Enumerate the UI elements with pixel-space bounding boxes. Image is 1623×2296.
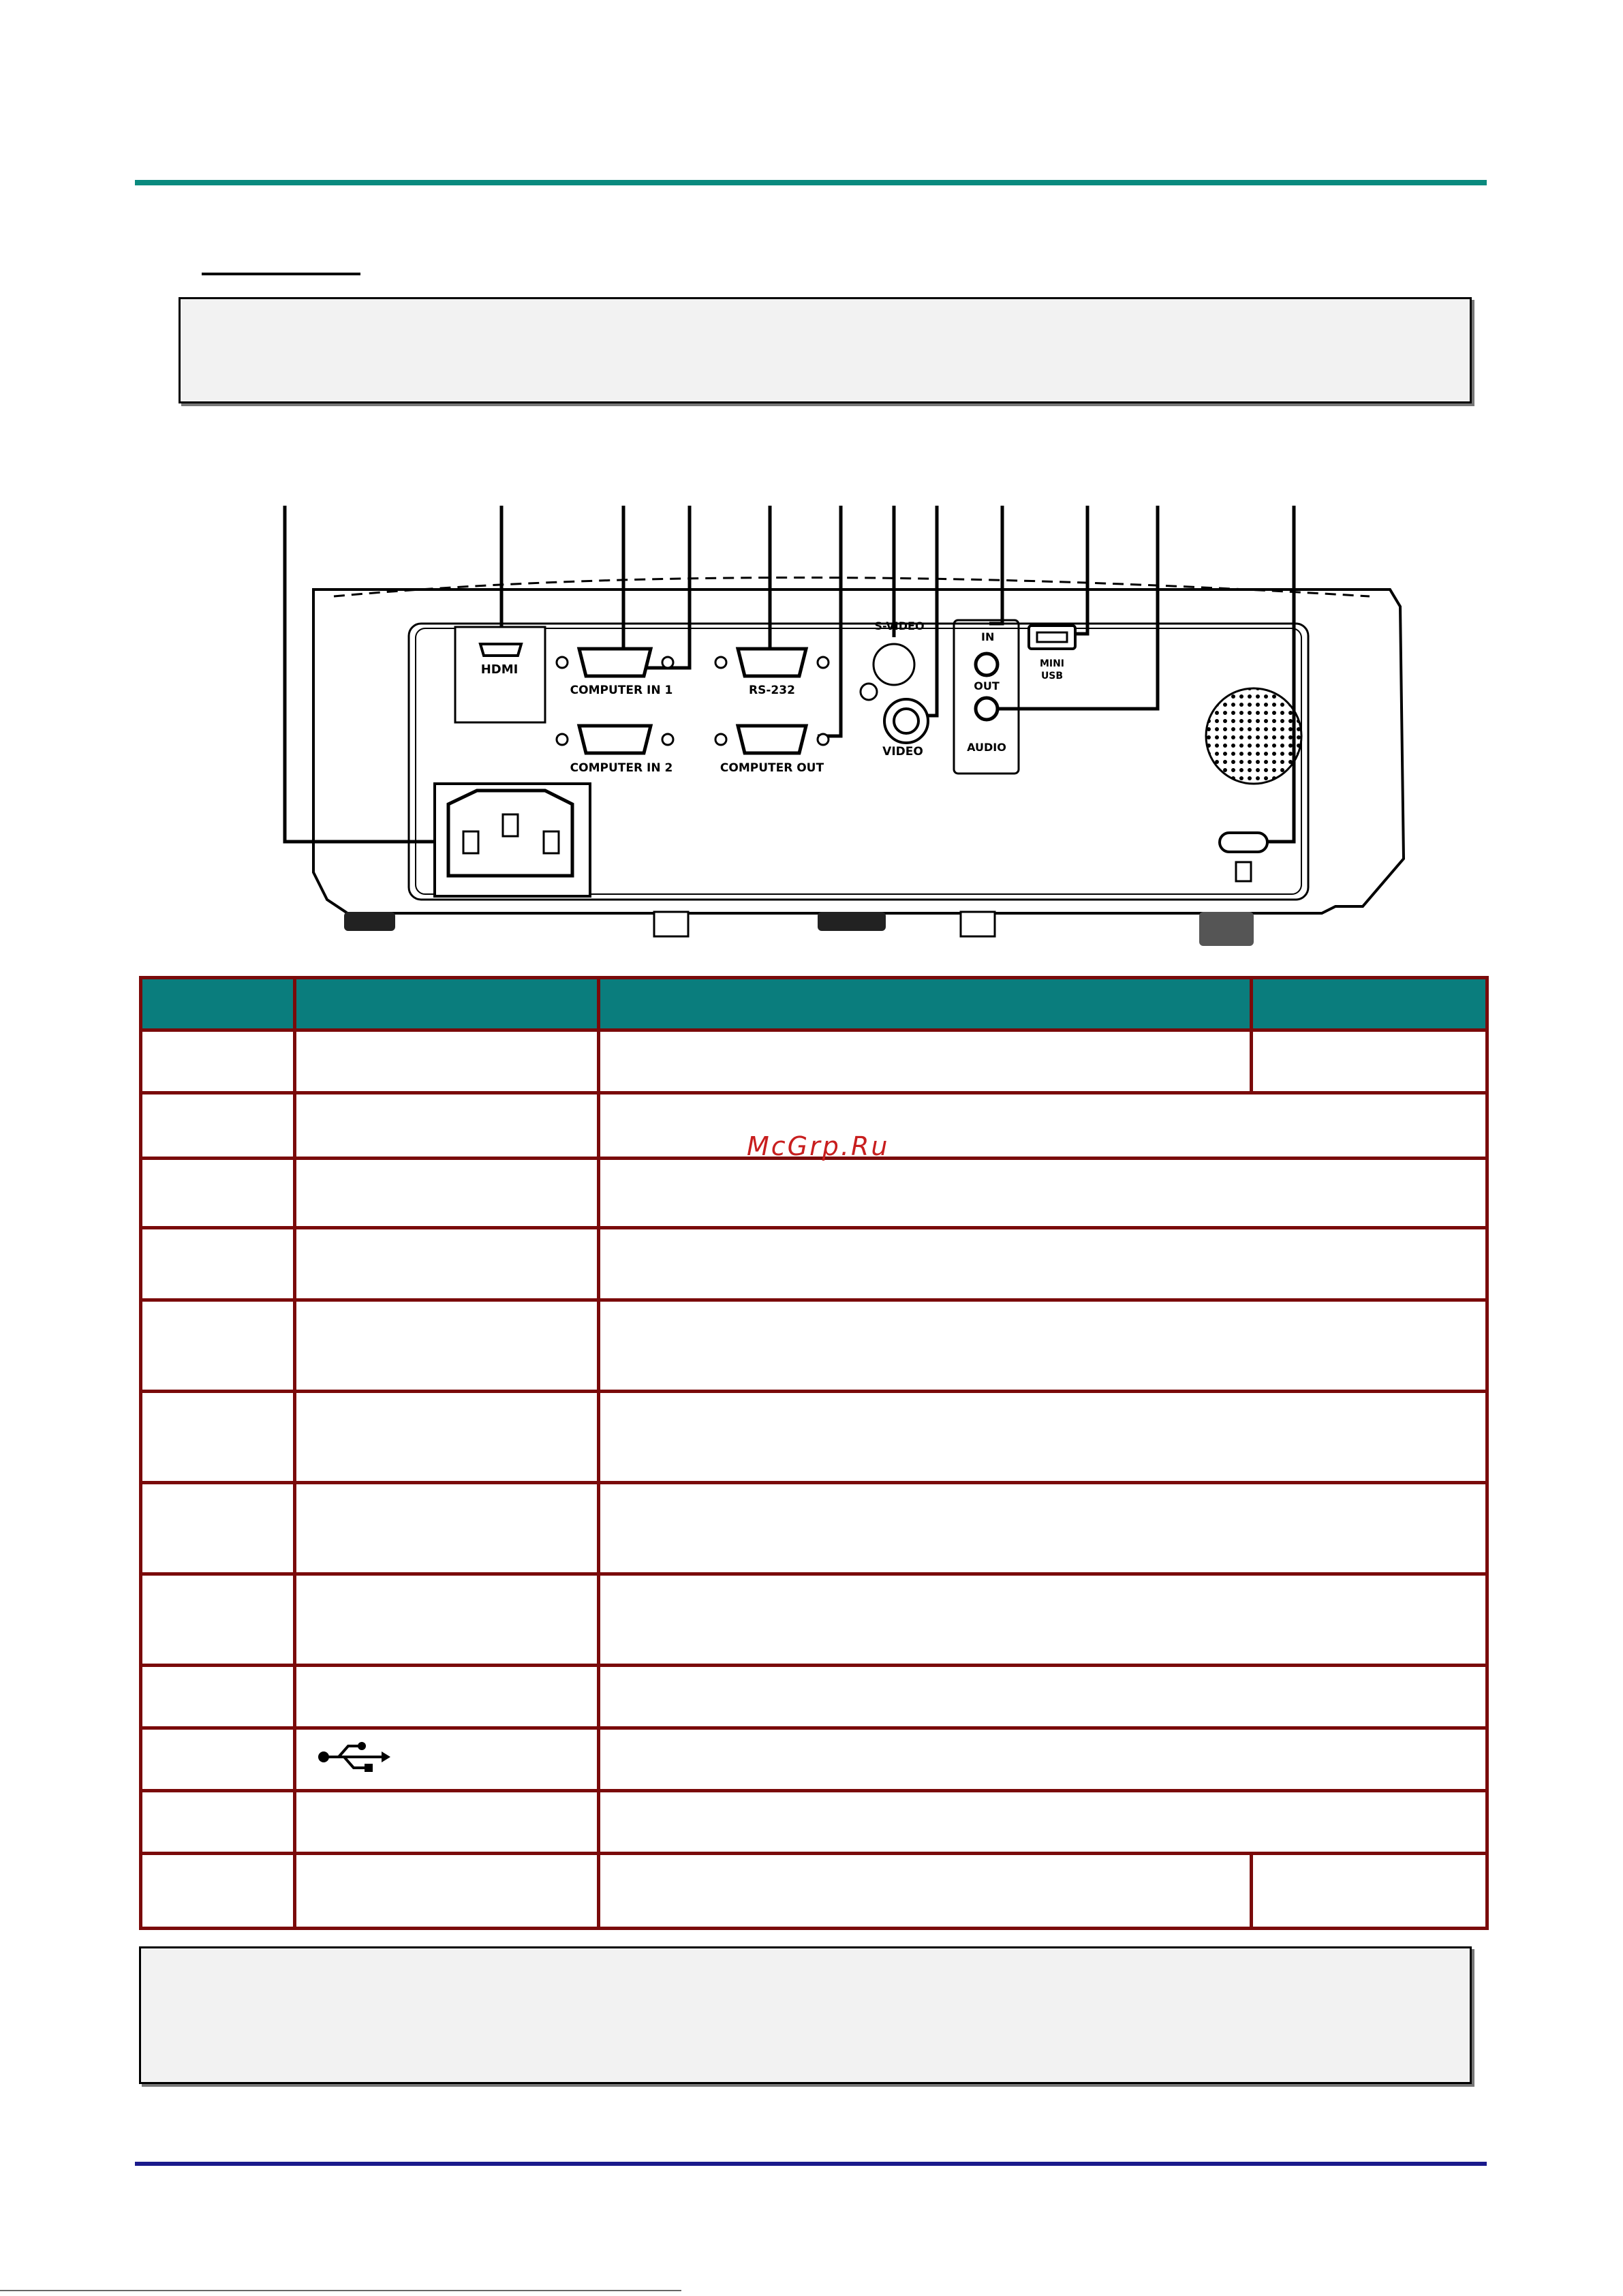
table-row [141,1574,1487,1666]
table-header-row [141,978,1487,1030]
computer-in-2-label: COMPUTER IN 2 [570,761,673,775]
header-cell-label [295,978,599,1030]
feet [344,912,1254,946]
table-row [141,1300,1487,1392]
audio-out-label: OUT [974,679,1000,692]
kensington-lock-icon [1220,833,1267,881]
s-video-label: S-VIDEO [874,619,925,632]
note-box-bottom [139,1946,1472,2084]
computer-out-port [715,726,829,753]
table-row [141,1666,1487,1728]
section-heading-underline [202,273,360,275]
footer-fragment [0,2290,681,2291]
table-row [141,1791,1487,1854]
projector-rear-diagram [273,504,1431,968]
table-row [141,1728,1487,1791]
computer-in-1-port [557,649,673,676]
computer-in-1-label: COMPUTER IN 1 [570,684,673,697]
table-row [141,1228,1487,1300]
header-cell-item [141,978,295,1030]
note-box-top [179,297,1472,403]
computer-out-label: COMPUTER OUT [720,761,824,775]
table-row [141,1483,1487,1574]
top-rule [135,180,1487,185]
usb-icon [317,1740,392,1774]
ac-power-inlet [435,784,590,896]
watermark: McGrp.Ru [747,1131,890,1161]
table-row [141,1392,1487,1483]
s-video-port [861,644,914,700]
speaker-grille [1206,688,1301,784]
audio-in-label: IN [981,630,995,643]
audio-label: AUDIO [967,741,1006,754]
usb-label: USB [1040,671,1064,682]
mini-label: MINI [1039,658,1065,669]
video-label: VIDEO [882,745,923,759]
header-cell-see-page [1252,978,1487,1030]
ports-table [139,976,1489,1930]
table-row [141,1030,1487,1093]
rs232-port [715,649,829,676]
video-port [884,699,928,743]
svg-text:HDMI: HDMI [480,662,519,677]
hdmi-port [455,627,545,722]
mini-usb-port [1029,626,1075,649]
bottom-rule [135,2162,1487,2166]
table-row [141,1854,1487,1929]
computer-in-2-port [557,726,673,753]
rs232-label: RS-232 [749,684,795,697]
table-row [141,1159,1487,1228]
header-cell-description [599,978,1252,1030]
